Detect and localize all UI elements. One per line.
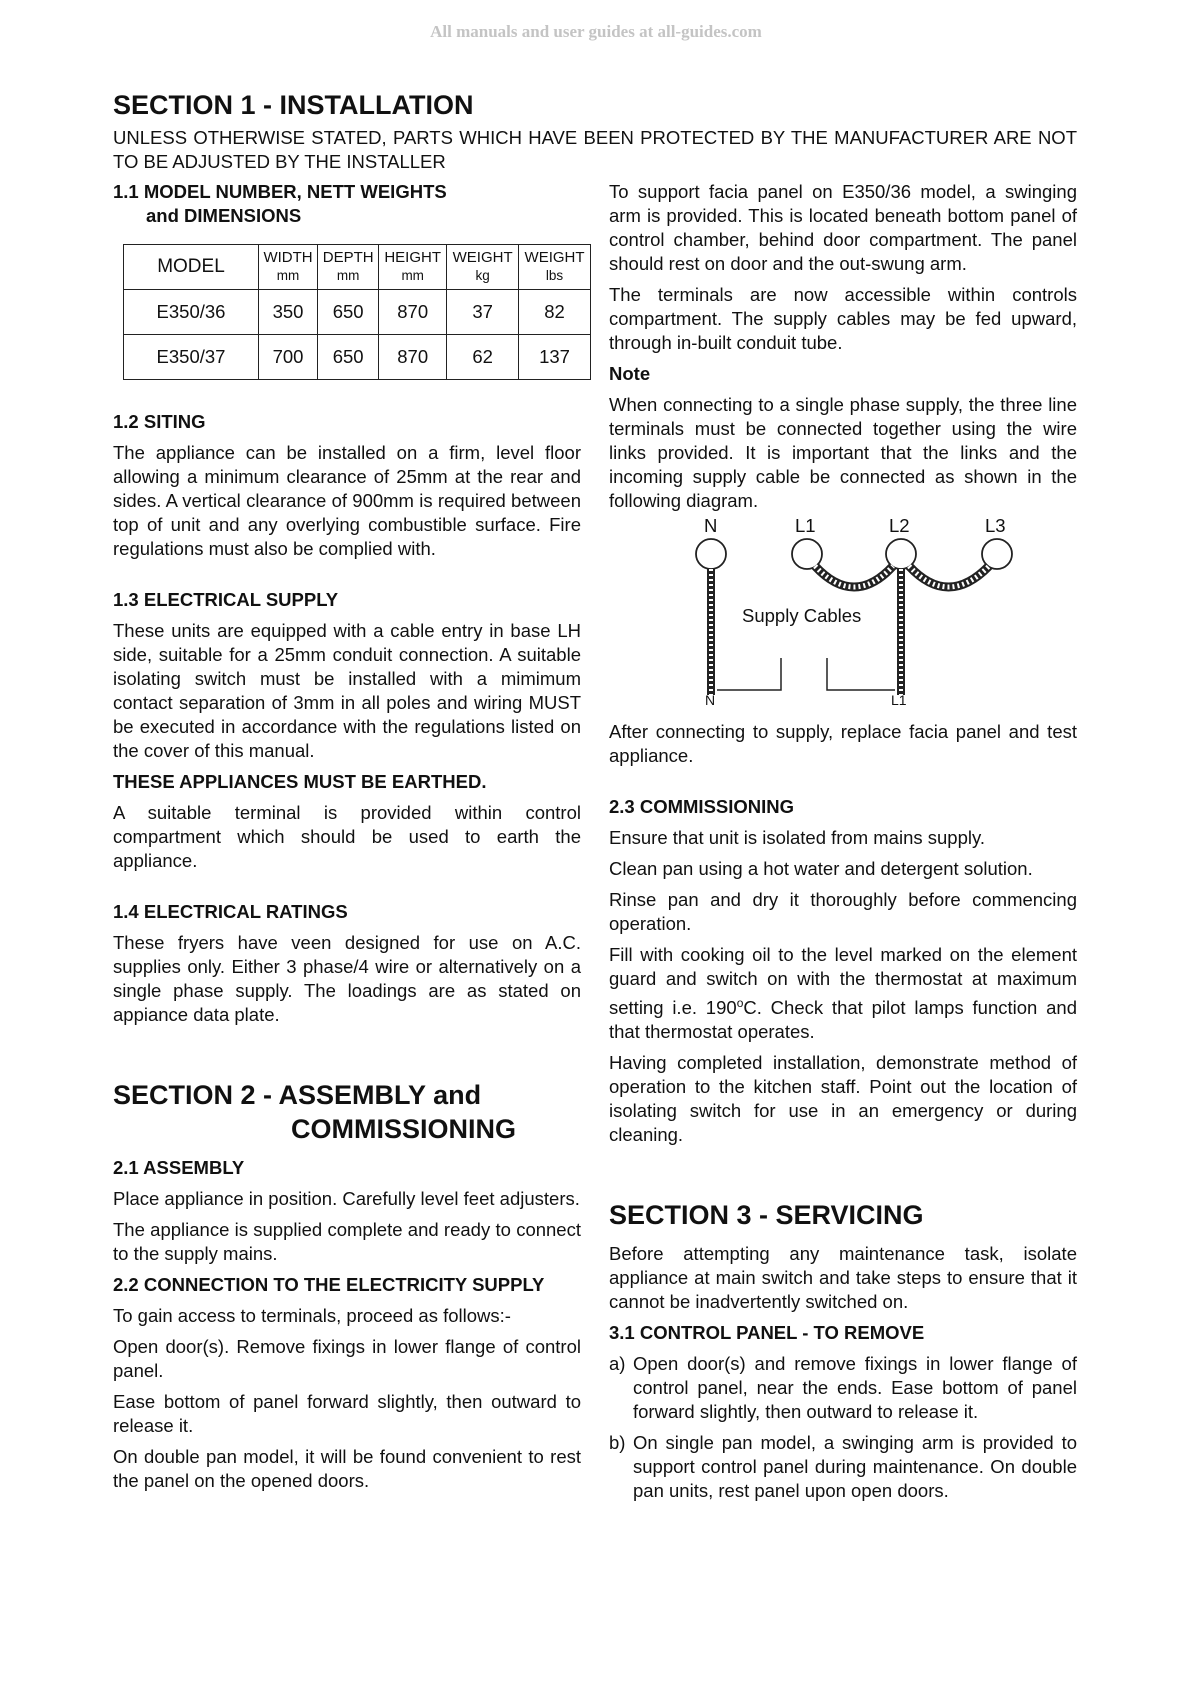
dimensions-table (123, 244, 591, 380)
heading-1-1-line2: and DIMENSIONS (146, 205, 302, 226)
table-cell: E350/37 (124, 335, 259, 380)
list-item-marker: b) (609, 1432, 626, 1454)
siting-text: The appliance can be installed on a firm, level floor allowing a minimum clearance of 25mm at the rear and sides. A vertical clearance of 900mm is required between top of unit and any overlying combustible surface. Fire regulations must also be complied with. (113, 442, 581, 559)
connection-text-5: To support facia panel on E350/36 model, a swinging arm is provided. This is located beneath bottom panel of control chamber, behind door compartment. The panel should rest on door and the out-swung arm. (609, 181, 1077, 274)
note-text: When connecting to a single phase supply, the three line terminals must be connected together using the wire links provided. It is important that the links and the incoming supply cable be connected as shown in the following diagram. (609, 394, 1077, 511)
section-3-title: SECTION 3 - SERVICING (609, 1200, 924, 1231)
connection-text-6: The terminals are now accessible within controls compartment. The supply cables may be fed upward, through in-built conduit tube. (609, 284, 1077, 353)
table-cell: E350/36 (124, 290, 259, 335)
supply-cables-caption: Supply Cables (742, 605, 862, 626)
table-cell: 870 (379, 335, 447, 380)
assembly-text-1: Place appliance in position. Carefully level feet adjusters. (113, 1188, 580, 1209)
table-row (124, 335, 591, 380)
terminal-l1-label: L1 (795, 515, 816, 536)
section-1-intro: UNLESS OTHERWISE STATED, PARTS WHICH HAVE BEEN PROTECTED BY THE MANUFACTURER ARE NOT TO BE ADJUSTED BY THE INSTALLER (113, 127, 1077, 172)
heading-2-3: 2.3 COMMISSIONING (609, 796, 795, 817)
electrical-supply-text: These units are equipped with a cable entry in base LH side, suitable for a 25mm conduit connection. A suitable isolating switch must be installed with a mimimum contact separation of 3mm in all poles and wiring MUST be executed in accordance with the regulations listed on the cover of this manual. (113, 620, 581, 761)
list-item-text: On single pan model, a swinging arm is provided to support control panel during maintenance. On double pan units, rest panel upon open doors. (633, 1432, 1077, 1502)
table-cell: 350 (259, 290, 318, 335)
connection-text-2: Open door(s). Remove fixings in lower flange of control panel. (113, 1336, 581, 1381)
list-item-marker: a) (609, 1353, 626, 1375)
commissioning-text-4: Fill with cooking oil to the level marked on the element guard and switch on with the thermostat at maximum setting i.e. 190$^o$C. Check that pilot lamps function and that thermostat operates. (609, 944, 1077, 1043)
after-connecting-text: After connecting to supply, replace facia panel and test appliance. (609, 721, 1077, 766)
note-heading: Note (609, 363, 651, 384)
table-cell: 650 (318, 290, 379, 335)
table-cell: 700 (259, 335, 318, 380)
list-item (609, 1431, 1077, 1503)
table-header-weight-lbs: WEIGHT lbs (519, 245, 591, 290)
list-item (609, 1352, 1077, 1424)
table-cell: 37 (447, 290, 519, 335)
heading-1-4: 1.4 ELECTRICAL RATINGS (113, 901, 348, 922)
lead-n (717, 658, 781, 690)
commissioning-text-1: Ensure that unit is isolated from mains supply. (609, 827, 985, 848)
section-2-title-line1: SECTION 2 - ASSEMBLY and (113, 1080, 482, 1110)
table-header-model: MODEL (124, 245, 259, 290)
section-2-title (113, 1078, 581, 1146)
heading-1-3: 1.3 ELECTRICAL SUPPLY (113, 589, 339, 610)
table-cell: 870 (379, 290, 447, 335)
table-cell: 137 (519, 335, 591, 380)
earthed-warning: THESE APPLIANCES MUST BE EARTHED. (113, 771, 487, 792)
wiring-diagram (609, 515, 1077, 712)
earth-terminal-text: A suitable terminal is provided within control compartment which should be used to earth the appliance. (113, 802, 581, 871)
degree-superscript: o (736, 996, 744, 1010)
heading-1-2: 1.2 SITING (113, 411, 206, 432)
watermark: All manuals and user guides at all-guides.com (430, 22, 762, 41)
commissioning-text-5: Having completed installation, demonstrate method of operation to the kitchen staff. Point out the location of isolating switch for use in an emergency or during cleaning. (609, 1052, 1077, 1146)
heading-2-2: 2.2 CONNECTION TO THE ELECTRICITY SUPPLY (113, 1274, 545, 1295)
terminal-n-circle (696, 539, 726, 569)
assembly-text-2: The appliance is supplied complete and ready to connect to the supply mains. (113, 1219, 581, 1264)
right-column (609, 180, 1077, 1510)
section-2-title-line2: COMMISSIONING (291, 1114, 517, 1144)
table-row (124, 290, 591, 335)
section-1-title: SECTION 1 - INSTALLATION (113, 90, 474, 120)
heading-1-1-line1: 1.1 MODEL NUMBER, NETT WEIGHTS (113, 181, 447, 202)
connection-text-3: Ease bottom of panel forward slightly, then outward to release it. (113, 1391, 581, 1436)
table-cell: 650 (318, 335, 379, 380)
terminal-l2-label: L2 (889, 515, 910, 536)
connection-text-1: To gain access to terminals, proceed as follows:- (113, 1305, 511, 1326)
supply-cable-n (707, 569, 715, 695)
table-cell: 62 (447, 335, 519, 380)
table-header-width: WIDTH mm (259, 245, 318, 290)
commissioning-text-2: Clean pan using a hot water and detergent solution. (609, 858, 1033, 879)
list-item-text: Open door(s) and remove fixings in lower flange of control panel, near the ends. Ease bottom of panel forward slightly, then outward to release it. (633, 1353, 1077, 1423)
heading-2-1: 2.1 ASSEMBLY (113, 1157, 245, 1178)
terminal-l3-label: L3 (985, 515, 1006, 536)
electrical-ratings-text: These fryers have veen designed for use on A.C. supplies only. Either 3 phase/4 wire or alternatively on a single phase supply. The loadings are as stated on appiance data plate. (113, 932, 581, 1025)
table-header-row (124, 245, 591, 290)
table-cell: 82 (519, 290, 591, 335)
section-3-intro: Before attempting any maintenance task, isolate appliance at main switch and take steps to ensure that it cannot be inadvertently switched on. (609, 1243, 1077, 1313)
supply-cable-l (897, 569, 905, 695)
table-header-weight-kg: WEIGHT kg (447, 245, 519, 290)
terminal-n-label: N (704, 515, 718, 536)
table-header-depth: DEPTH mm (318, 245, 379, 290)
heading-3-1: 3.1 CONTROL PANEL - TO REMOVE (609, 1322, 925, 1344)
table-header-height: HEIGHT mm (379, 245, 447, 290)
left-column (113, 180, 585, 1500)
cable-l1-end-label: L1 (891, 692, 907, 708)
heading-1-1 (113, 180, 581, 228)
commissioning-text-3: Rinse pan and dry it thoroughly before commencing operation. (609, 889, 1077, 934)
lead-l (827, 658, 895, 690)
connection-text-4: On double pan model, it will be found convenient to rest the panel on the opened doors. (113, 1446, 581, 1491)
cable-n-end-label: N (705, 692, 716, 708)
